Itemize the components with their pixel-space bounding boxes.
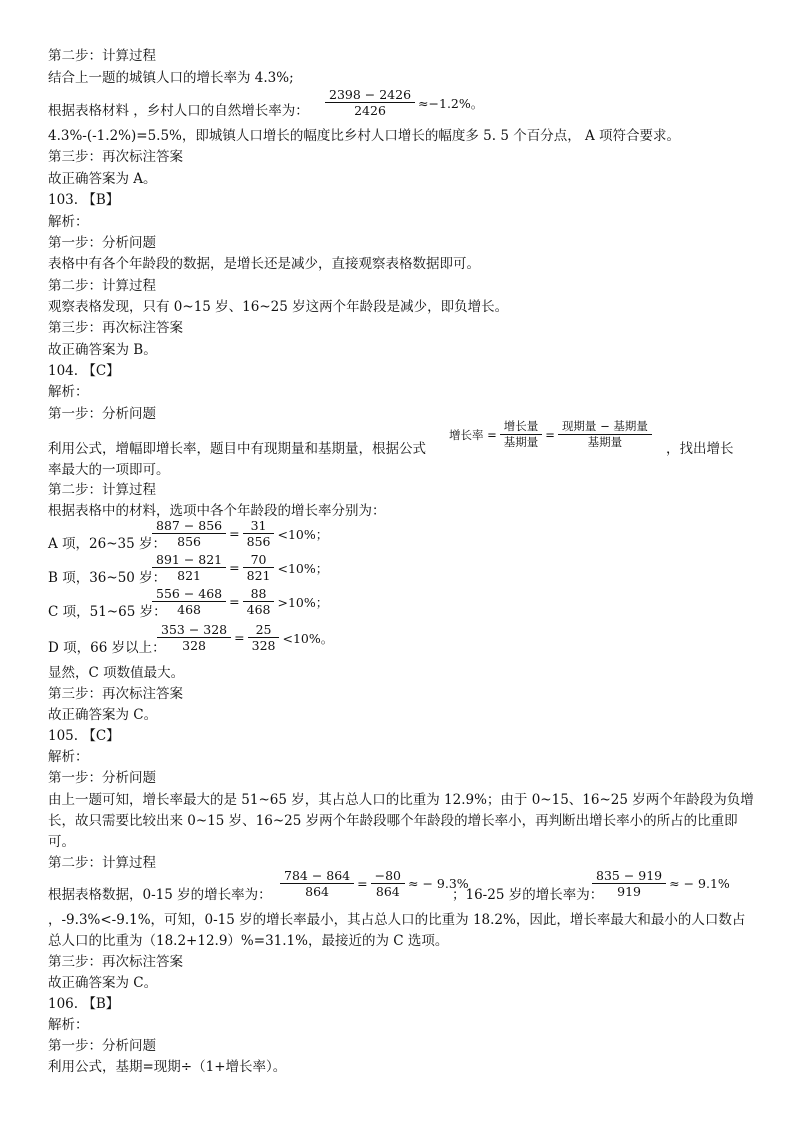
question-number: 106. 【B】: [48, 996, 120, 1012]
answer-line: 故正确答案为 C。: [48, 707, 158, 723]
option-a-label: A 项，26~35 岁：: [48, 536, 166, 552]
fraction: $\frac{887 - 856}{856}$: [152, 518, 226, 549]
text-line: 率最大的一项即可。: [48, 462, 170, 478]
formula-option-c: $\frac{556 - 468}{468}$ = $\frac{88}{468}$ >10%；: [152, 586, 331, 617]
option-b-label: B 项，36~50 岁：: [48, 570, 167, 586]
text-line: 结合上一题的城镇人口的增长率为 4.3%;: [48, 70, 294, 86]
text-line: 由上一题可知，增长率最大的是 51~65 岁，其占总人口的比重为 12.9%；由于 0~15、16~25 岁两个年龄段为负增: [48, 792, 754, 808]
question-number: 104. 【C】: [48, 363, 120, 379]
option-c-label: C 项，51~65 岁：: [48, 604, 167, 620]
fraction: $\frac{25}{328}$: [248, 622, 280, 653]
formula-16-25-growth: $\frac{835 - 919}{919}$ ≈ − 9.1%: [592, 868, 733, 899]
section-heading: 第一步：分析问题: [48, 1038, 156, 1054]
analysis-label: 解析：: [48, 1017, 89, 1033]
text-line: 观察表格发现，只有 0~15 岁、16~25 岁这两个年龄段是减少，即负增长。: [48, 299, 509, 315]
question-number: 105. 【C】: [48, 728, 120, 744]
section-heading: 第三步：再次标注答案: [48, 320, 183, 336]
text-line: 根据表格中的材料，选项中各个年龄段的增长率分别为：: [48, 503, 386, 519]
formula-option-a: $\frac{887 - 856}{856}$ = $\frac{31}{856}$ <10%；: [152, 518, 331, 549]
section-heading: 第二步：计算过程: [48, 855, 156, 871]
formula-rural-growth: $\frac{2398 - 2426}{2426}$ ≈−1.2%。: [325, 87, 486, 118]
section-heading: 第三步：再次标注答案: [48, 954, 183, 970]
answer-line: 故正确答案为 B。: [48, 342, 157, 358]
section-heading: 第二步：计算过程: [48, 278, 156, 294]
section-heading: 第一步：分析问题: [48, 770, 156, 786]
fraction: $\frac{70}{821}$: [243, 552, 275, 583]
text-line: 利用公式，基期=现期÷（1+增长率）。: [48, 1059, 287, 1075]
fraction: $\frac{353 - 328}{328}$: [157, 622, 231, 653]
fraction: $\frac{556 - 468}{468}$: [152, 586, 226, 617]
text-line: 总人口的比重为（18.2+12.9）%=31.1%，最接近的为 C 选项。: [48, 933, 449, 949]
text-line: 表格中有各个年龄段的数据，是增长还是减少，直接观察表格数据即可。: [48, 256, 480, 272]
text-line: 4.3%-(-1.2%)=5.5%，即城镇人口增长的幅度比乡村人口增长的幅度多 5. 5 个百分点， A 项符合要求。: [48, 128, 681, 144]
section-heading: 第二步：计算过程: [48, 482, 156, 498]
option-d-label: D 项，66 岁以上：: [48, 640, 166, 656]
fraction: $\frac{31}{856}$: [243, 518, 275, 549]
text-line: 第二步：计算过程: [48, 48, 156, 64]
formula-option-b: $\frac{891 - 821}{821}$ = $\frac{70}{821}$ <10%；: [152, 552, 331, 583]
text-line: ，找出增长: [666, 441, 734, 457]
answer-line: 故正确答案为 C。: [48, 975, 158, 991]
text-line: 可。: [48, 834, 75, 850]
text-line: 利用公式，增幅即增长率，题目中有现期量和基期量，根据公式: [48, 441, 426, 457]
section-heading: 第一步：分析问题: [48, 406, 156, 422]
section-heading: 第三步：再次标注答案: [48, 686, 183, 702]
text-line: 显然，C 项数值最大。: [48, 665, 185, 681]
formula-growth-rate: 增长率 = $\frac{\text{增长量}}{\text{基期量}}$ = $\frac{\text{现期量 − 基期量}}{\text{基期量}}$: [446, 419, 652, 450]
text-line: ；16-25 岁的增长率为：: [452, 887, 604, 903]
section-heading: 第一步：分析问题: [48, 235, 156, 251]
fraction: $\frac{2398 - 2426}{2426}$: [325, 87, 415, 118]
analysis-label: 解析：: [48, 749, 89, 765]
fraction: $\frac{784 - 864}{864}$: [280, 868, 354, 899]
analysis-label: 解析：: [48, 214, 89, 230]
fraction: $\frac{88}{468}$: [243, 586, 275, 617]
formula-option-d: $\frac{353 - 328}{328}$ = $\frac{25}{328}$ <10%。: [157, 622, 336, 653]
text-line: 长，故只需要比较出来 0~15 岁、16~25 岁两个年龄段哪个年龄段的增长率小，再判断出增长率小的所占的比重即: [48, 813, 738, 829]
answer-line: 故正确答案为 A。: [48, 171, 157, 187]
fraction: $\frac{\text{增长量}}{\text{基期量}}$: [500, 419, 543, 450]
text-line: 根据表格材料 ，乡村人口的自然增长率为：: [48, 103, 309, 119]
text-line: 根据表格数据，0-15 岁的增长率为：: [48, 887, 272, 903]
analysis-label: 解析：: [48, 384, 89, 400]
fraction: $\frac{\text{现期量 − 基期量}}{\text{基期量}}$: [558, 419, 652, 450]
fraction: $\frac{835 - 919}{919}$: [592, 868, 666, 899]
fraction: $\frac{891 - 821}{821}$: [152, 552, 226, 583]
formula-0-15-growth: $\frac{784 - 864}{864}$ = $\frac{-80}{864}$ ≈ − 9.3%: [280, 868, 472, 899]
text-line: ，-9.3%<-9.1%，可知，0-15 岁的增长率最小，其占总人口的比重为 18.2%，因此，增长率最大和最小的人口数占: [48, 912, 746, 928]
fraction: $\frac{-80}{864}$: [371, 868, 405, 899]
section-heading: 第三步：再次标注答案: [48, 149, 183, 165]
question-number: 103. 【B】: [48, 192, 120, 208]
